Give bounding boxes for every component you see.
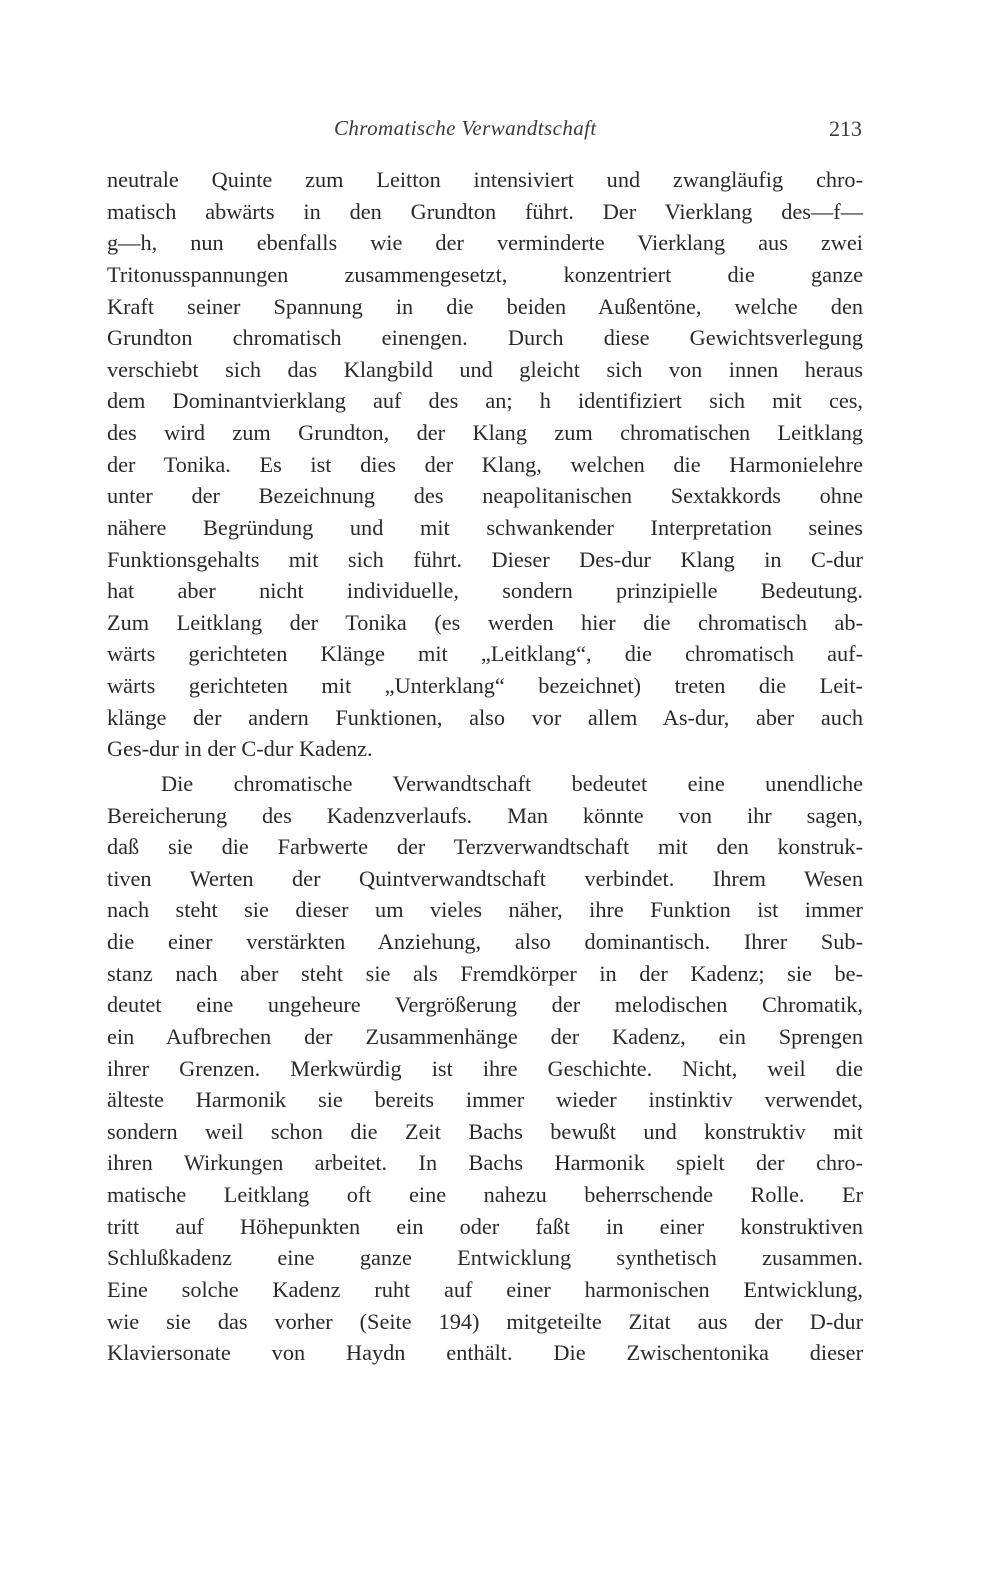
text-line: tiven Werten der Quintverwandtschaft verbindet. Ihrem Wesen [107,865,863,891]
text-line: wärts gerichteten mit „Unterklang“ bezeichnet) treten die Leit- [107,673,863,698]
text-line: wärts gerichteten Klänge mit „Leitklang“, die chromatisch auf- [107,641,863,667]
text-line: matische Leitklang oft eine nahezu beherrschende Rolle. Er [107,1182,863,1207]
text-line: die einer verstärkten Anziehung, also dominantisch. Ihrer Sub- [107,929,863,954]
text-line: nach steht sie dieser um vieles näher, ihre Funktion ist immer [107,897,863,923]
text-line: hat aber nicht individuelle, sondern prinzipielle Bedeutung. [107,578,863,604]
text-line: Ges-dur in der C-dur Kadenz. [107,736,373,762]
text-line: klänge der andern Funktionen, also vor allem As-dur, aber auch [107,704,863,730]
text-line: deutet eine ungeheure Vergrößerung der melodischen Chromatik, [107,992,863,1018]
page-number: 213 [829,116,862,141]
text-line: dem Dominantvierklang auf des an; h identifiziert sich mit ces, [107,388,863,414]
text-line: ihren Wirkungen arbeitet. In Bachs Harmonik spielt der chro- [107,1150,863,1176]
text-line: des wird zum Grundton, der Klang zum chromatischen Leitklang [107,420,863,445]
text-line: älteste Harmonik sie bereits immer wieder instinktiv verwendet, [107,1087,863,1113]
text-line: ein Aufbrechen der Zusammenhänge der Kadenz, ein Sprengen [107,1023,863,1049]
text-line: daß sie die Farbwerte der Terzverwandtschaft mit den konstruk- [107,834,863,860]
text-line: Schlußkadenz eine ganze Entwicklung synthetisch zusammen. [107,1245,863,1271]
text-line: Kraft seiner Spannung in die beiden Außentöne, welche den [107,293,863,319]
text-line: Die chromatische Verwandtschaft bedeutet eine unendliche [161,770,863,796]
text-line: Zum Leitklang der Tonika (es werden hier die chromatisch ab- [107,609,863,635]
text-line: sondern weil schon die Zeit Bachs bewußt und konstruktiv mit [107,1118,863,1144]
paragraph-1 [107,164,863,765]
text-line: Klaviersonate von Haydn enthält. Die Zwischentonika dieser [107,1340,863,1366]
text-line: Grundton chromatisch einengen. Durch diese Gewichtsverlegung [107,325,863,351]
text-line: verschiebt sich das Klangbild und gleicht sich von innen heraus [107,356,863,382]
running-title: Chromatische Verwandtschaft [334,116,597,140]
text-line: ihrer Grenzen. Merkwürdig ist ihre Geschichte. Nicht, weil die [107,1055,863,1081]
paragraph-2 [107,768,863,1369]
text-line: der Tonika. Es ist dies der Klang, welchen die Harmonielehre [107,451,863,477]
text-line: Eine solche Kadenz ruht auf einer harmonischen Entwicklung, [107,1276,863,1302]
text-line: matisch abwärts in den Grundton führt. Der Vierklang des—f— [107,198,863,224]
text-line: Bereicherung des Kadenzverlaufs. Man könnte von ihr sagen, [107,802,863,828]
text-line: g—h, nun ebenfalls wie der verminderte Vierklang aus zwei [107,230,863,256]
text-line: neutrale Quinte zum Leitton intensiviert und zwangläufig chro- [107,167,863,192]
body-text [107,164,863,1369]
text-line: unter der Bezeichnung des neapolitanischen Sextakkords ohne [107,483,863,509]
text-line: tritt auf Höhepunkten ein oder faßt in einer konstruktiven [107,1213,863,1239]
text-line: wie sie das vorher (Seite 194) mitgeteilte Zitat aus der D-dur [107,1308,863,1334]
text-line: nähere Begründung und mit schwankender Interpretation seines [107,514,863,540]
text-line: Funktionsgehalts mit sich führt. Dieser Des-dur Klang in C-dur [107,546,863,572]
text-line: stanz nach aber steht sie als Fremdkörper in der Kadenz; sie be- [107,960,863,986]
text-line: Tritonusspannungen zusammengesetzt, konzentriert die ganze [107,261,863,287]
